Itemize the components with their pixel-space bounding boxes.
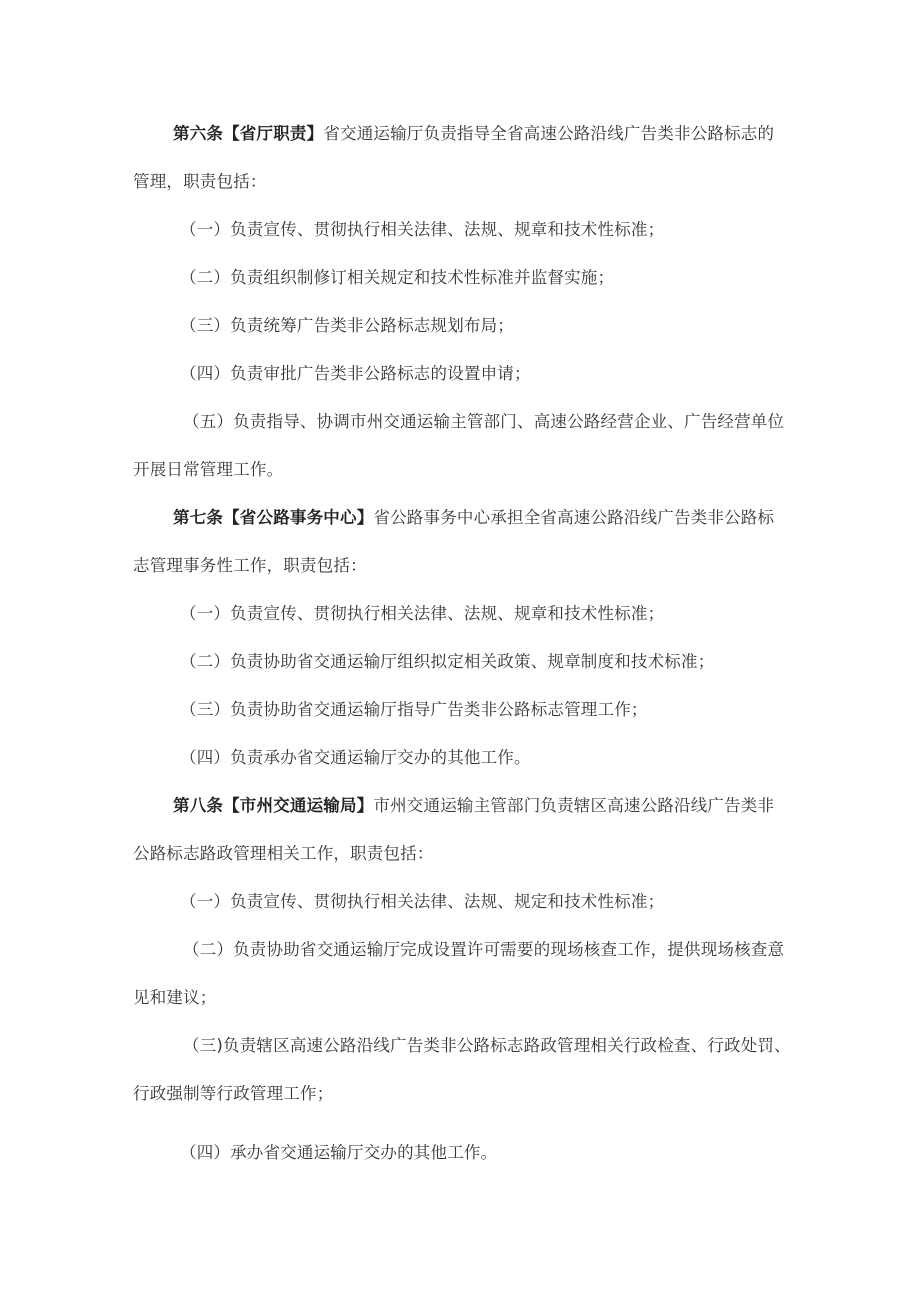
article-7-heading-line	[0, 503, 920, 533]
article-8-item-2-cont: 见和建议；	[133, 988, 217, 1007]
article-8-item-2: （二）负责协助省交通运输厅完成设置许可需要的现场核查工作，提供现场核查意	[183, 940, 785, 959]
article-6-item-2: （二）负责组织制修订相关规定和技术性标准并监督实施；	[180, 268, 615, 287]
article-6-intro-cont: 管理，职责包括：	[133, 172, 267, 191]
article-6-item-1: （一）负责宣传、贯彻执行相关法律、法规、规章和技术性标准；	[180, 220, 665, 239]
article-7-item-1: （一）负责宣传、贯彻执行相关法律、法规、规章和技术性标准；	[180, 604, 665, 623]
article-6-item-5: （五）负责指导、协调市州交通运输主管部门、高速公路经营企业、广告经营单位	[183, 412, 785, 431]
article-6-item-4: （四）负责审批广告类非公路标志的设置申请；	[180, 364, 531, 383]
article-7-intro: 省公路事务中心承担全省高速公路沿线广告类非公路标	[373, 508, 775, 527]
article-8-item-3-cont: 行政强制等行政管理工作；	[133, 1084, 334, 1103]
article-8-heading: 第八条【市州交通运输局】	[173, 796, 374, 815]
article-8-intro-cont: 公路标志路政管理相关工作，职责包括：	[133, 844, 434, 863]
article-6-item-5-cont: 开展日常管理工作。	[133, 460, 284, 479]
article-8-item-3: （三)负责辖区高速公路沿线广告类非公路标志路政管理相关行政检查、行政处罚、	[183, 1036, 791, 1055]
article-6-intro: 省交通运输厅负责指导全省高速公路沿线广告类非公路标志的	[323, 124, 775, 143]
article-8-intro: 市州交通运输主管部门负责辖区高速公路沿线广告类非	[373, 796, 775, 815]
article-7-item-4: （四）负责承办省交通运输厅交办的其他工作。	[180, 748, 531, 767]
article-7-item-3: （三）负责协助省交通运输厅指导广告类非公路标志管理工作；	[180, 700, 648, 719]
article-6-item-3: （三）负责统筹广告类非公路标志规划布局；	[180, 316, 514, 335]
article-7-item-2: （二）负责协助省交通运输厅组织拟定相关政策、规章制度和技术标准；	[180, 652, 715, 671]
article-8-item-4: （四）承办省交通运输厅交办的其他工作。	[180, 1143, 498, 1162]
article-7-intro-cont: 志管理事务性工作，职责包括：	[133, 556, 367, 575]
article-6-heading-line	[0, 119, 920, 149]
article-6-heading: 第六条【省厅职责】	[173, 124, 324, 143]
article-8-item-1: （一）负责宣传、贯彻执行相关法律、法规、规定和技术性标准；	[180, 892, 665, 911]
article-7-heading: 第七条【省公路事务中心】	[173, 508, 374, 527]
article-8-heading-line	[0, 791, 920, 821]
